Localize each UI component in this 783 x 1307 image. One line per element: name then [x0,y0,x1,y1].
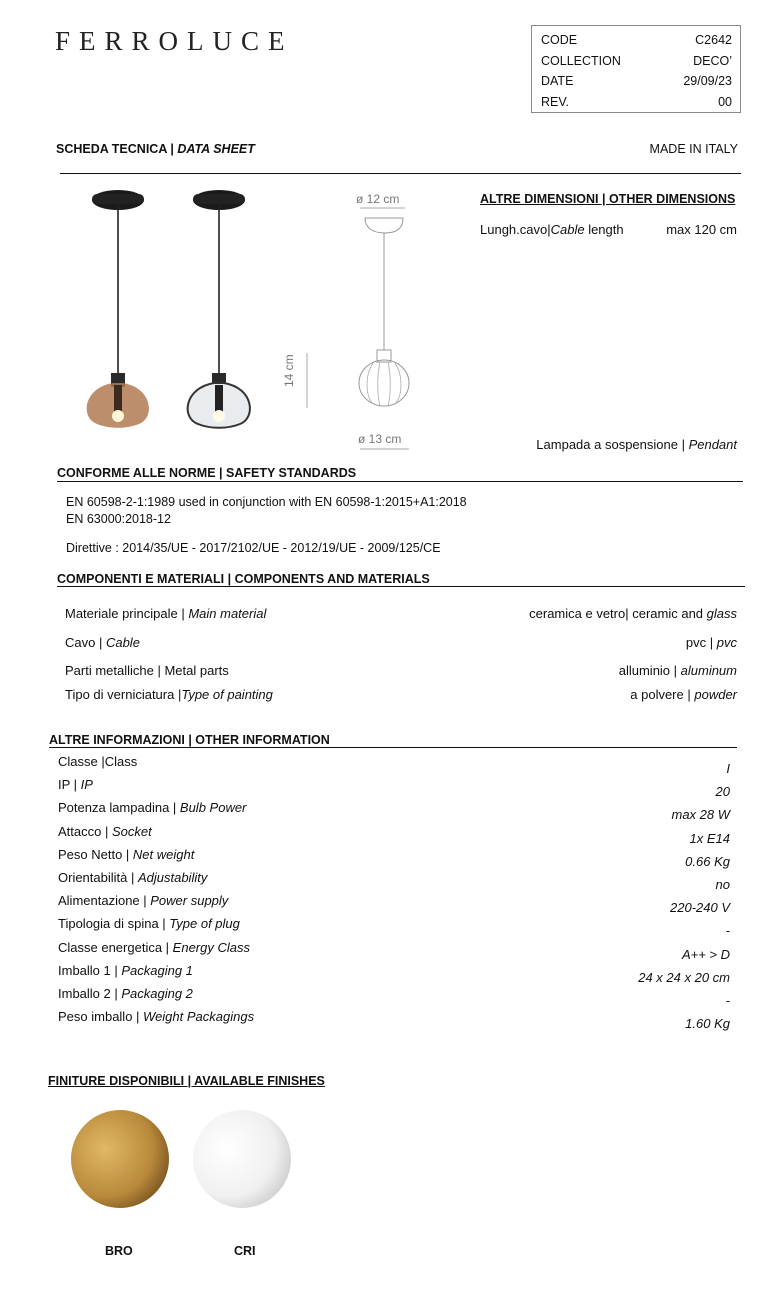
standard-line-1: EN 60598-2-1:1989 used in conjunction with EN 60598-1:2015+A1:2018 [66,495,467,509]
label-en: Type of plug [169,916,240,932]
label-it: Peso imballo | [58,1009,144,1025]
info-label [58,893,228,908]
value-it: pvc | [685,635,717,650]
other-dimensions-title: ALTRE DIMENSIONI | OTHER DIMENSIONS [480,192,736,206]
material-row [65,687,737,702]
info-row [58,824,730,847]
material-label [65,663,229,678]
info-label [58,870,207,885]
material-value [630,687,737,702]
label-it: Tipologia di spina | [58,916,170,932]
value-it: ceramica e vetro| ceramic and [529,606,707,621]
label-it: IP | [58,777,81,793]
dimension-bottom-diameter: ø 13 cm [358,432,402,446]
label-it: Cavo | [65,635,106,650]
directives: Direttive : 2014/35/UE - 2017/2102/UE - 2012/19/UE - 2009/125/CE [66,541,441,555]
finish-label-cri: CRI [234,1244,256,1258]
materials-title: COMPONENTI E MATERIALI | COMPONENTS AND MATERIALS [57,572,430,586]
info-row-collection [541,51,732,72]
info-row [58,963,730,986]
label-it: Orientabilità | [58,870,138,885]
product-type [536,437,737,452]
info-row [58,870,730,893]
other-info-divider [49,747,737,748]
label-it: Parti metalliche | Metal parts [65,663,229,678]
info-value: 1x E14 [689,830,730,846]
info-row [58,1009,730,1032]
info-row-date [541,71,732,92]
finish-swatch-cri[interactable] [193,1110,291,1208]
info-value: 00 [718,94,732,109]
info-label [58,963,193,978]
material-label [65,635,140,650]
info-label: CODE [541,33,578,47]
info-label [58,986,193,1001]
info-value: 0.66 Kg [685,853,730,869]
label-en: Energy Class [172,939,250,955]
label-en: Packaging 1 [121,962,193,978]
info-value: 220-240 V [670,900,730,916]
label-en: Cable [105,635,140,650]
label-it: Attacco | [58,823,112,839]
info-row [58,940,730,963]
product-photos [75,180,275,435]
label-en: Net weight [132,846,195,862]
info-label: REV. [541,94,570,109]
info-label [58,754,137,769]
label-en: Main material [188,606,267,621]
material-value [619,663,737,678]
info-label: COLLECTION [541,53,621,68]
value-en: pvc [716,635,737,650]
info-label [58,777,93,792]
info-row [58,800,730,823]
info-row [58,916,730,939]
material-label [65,687,273,702]
label-it: Classe |Class [58,754,138,769]
material-value [686,635,737,650]
label-it: Lungh.cavo| [480,222,551,237]
pendant-photo-bronze [87,190,149,428]
title-en: DATA SHEET [177,142,255,156]
label-en: Adjustability [137,870,208,885]
info-label [58,847,194,862]
label-it: Materiale principale | [65,606,189,621]
label-it: Imballo 1 | [58,962,122,978]
info-value: 20 [715,784,730,800]
info-row [58,893,730,916]
info-label [58,824,152,839]
info-value: no [715,877,730,892]
label-it: Classe energetica | [58,939,173,955]
label-en: Power supply [150,893,229,909]
finish-swatch-bro[interactable] [71,1110,169,1208]
label-it: Potenza lampadina | [58,800,180,816]
type-en: Pendant [688,437,737,452]
finish-label-bro: BRO [105,1244,133,1258]
material-row [65,606,737,621]
label-en-rest: length [584,222,624,237]
other-info-title: ALTRE INFORMAZIONI | OTHER INFORMATION [49,733,330,747]
info-label [58,916,240,931]
header-divider [60,173,741,174]
value-it: alluminio | [618,663,681,678]
info-row [58,777,730,800]
dimension-height: 14 cm [282,354,296,387]
product-info-box [531,25,741,113]
label-en: Packaging 2 [121,986,193,1001]
safety-standards-title: CONFORME ALLE NORME | SAFETY STANDARDS [57,466,357,480]
label-en: IP [80,777,93,793]
finishes-title: FINITURE DISPONIBILI | AVAILABLE FINISHES [48,1074,325,1088]
cable-length-label [480,222,624,237]
label-it: Tipo di verniciatura | [65,687,182,702]
info-value: - [725,923,730,939]
info-label [58,940,250,955]
info-label: DATE [541,74,574,88]
data-sheet-title [56,142,255,156]
info-row-rev [541,92,732,113]
cable-length-row [480,222,737,237]
type-it: Lampada a sospensione | [536,437,689,452]
label-it: Imballo 2 | [58,986,122,1001]
material-value [529,606,737,621]
standard-line-2: EN 63000:2018-12 [66,512,171,526]
value-it: a polvere | [630,687,695,702]
info-row [58,986,730,1009]
brand-logo: FERROLUCE [55,26,294,56]
info-value: 24 x 24 x 20 cm [638,969,730,985]
info-value: max 28 W [671,807,730,823]
material-row [65,663,737,678]
safety-divider [57,481,743,482]
label-en: Cable [550,222,585,237]
info-row-code [541,30,732,51]
cable-length-value: max 120 cm [666,222,737,237]
info-row [58,754,730,777]
label-en: Bulb Power [179,800,247,816]
info-value: C2642 [695,33,732,47]
pendant-photo-crystal [188,190,250,428]
dimension-top-diameter: ø 12 cm [356,192,400,206]
info-value: 29/09/23 [683,74,732,88]
material-label [65,606,266,621]
info-value: 1.60 Kg [685,1016,730,1032]
label-en: Type of painting [181,687,273,702]
info-value: - [725,993,730,1008]
value-en: aluminum [680,663,737,678]
value-en: powder [694,687,737,702]
label-it: Peso Netto | [58,846,133,862]
info-row [58,847,730,870]
material-row [65,635,737,650]
materials-divider [57,586,745,587]
value-en: glass [706,606,737,621]
info-value: DECO’ [693,53,732,68]
label-it: Alimentazione | [58,893,151,909]
label-en: Weight Packagings [143,1009,255,1025]
made-in-italy: MADE IN ITALY [649,142,738,156]
technical-drawing [285,190,435,455]
info-label [58,800,246,815]
title-it: SCHEDA TECNICA | [56,142,178,156]
info-value: A++ > D [681,946,730,962]
label-en: Socket [111,823,152,839]
info-value: I [726,761,730,776]
info-label [58,1009,254,1024]
